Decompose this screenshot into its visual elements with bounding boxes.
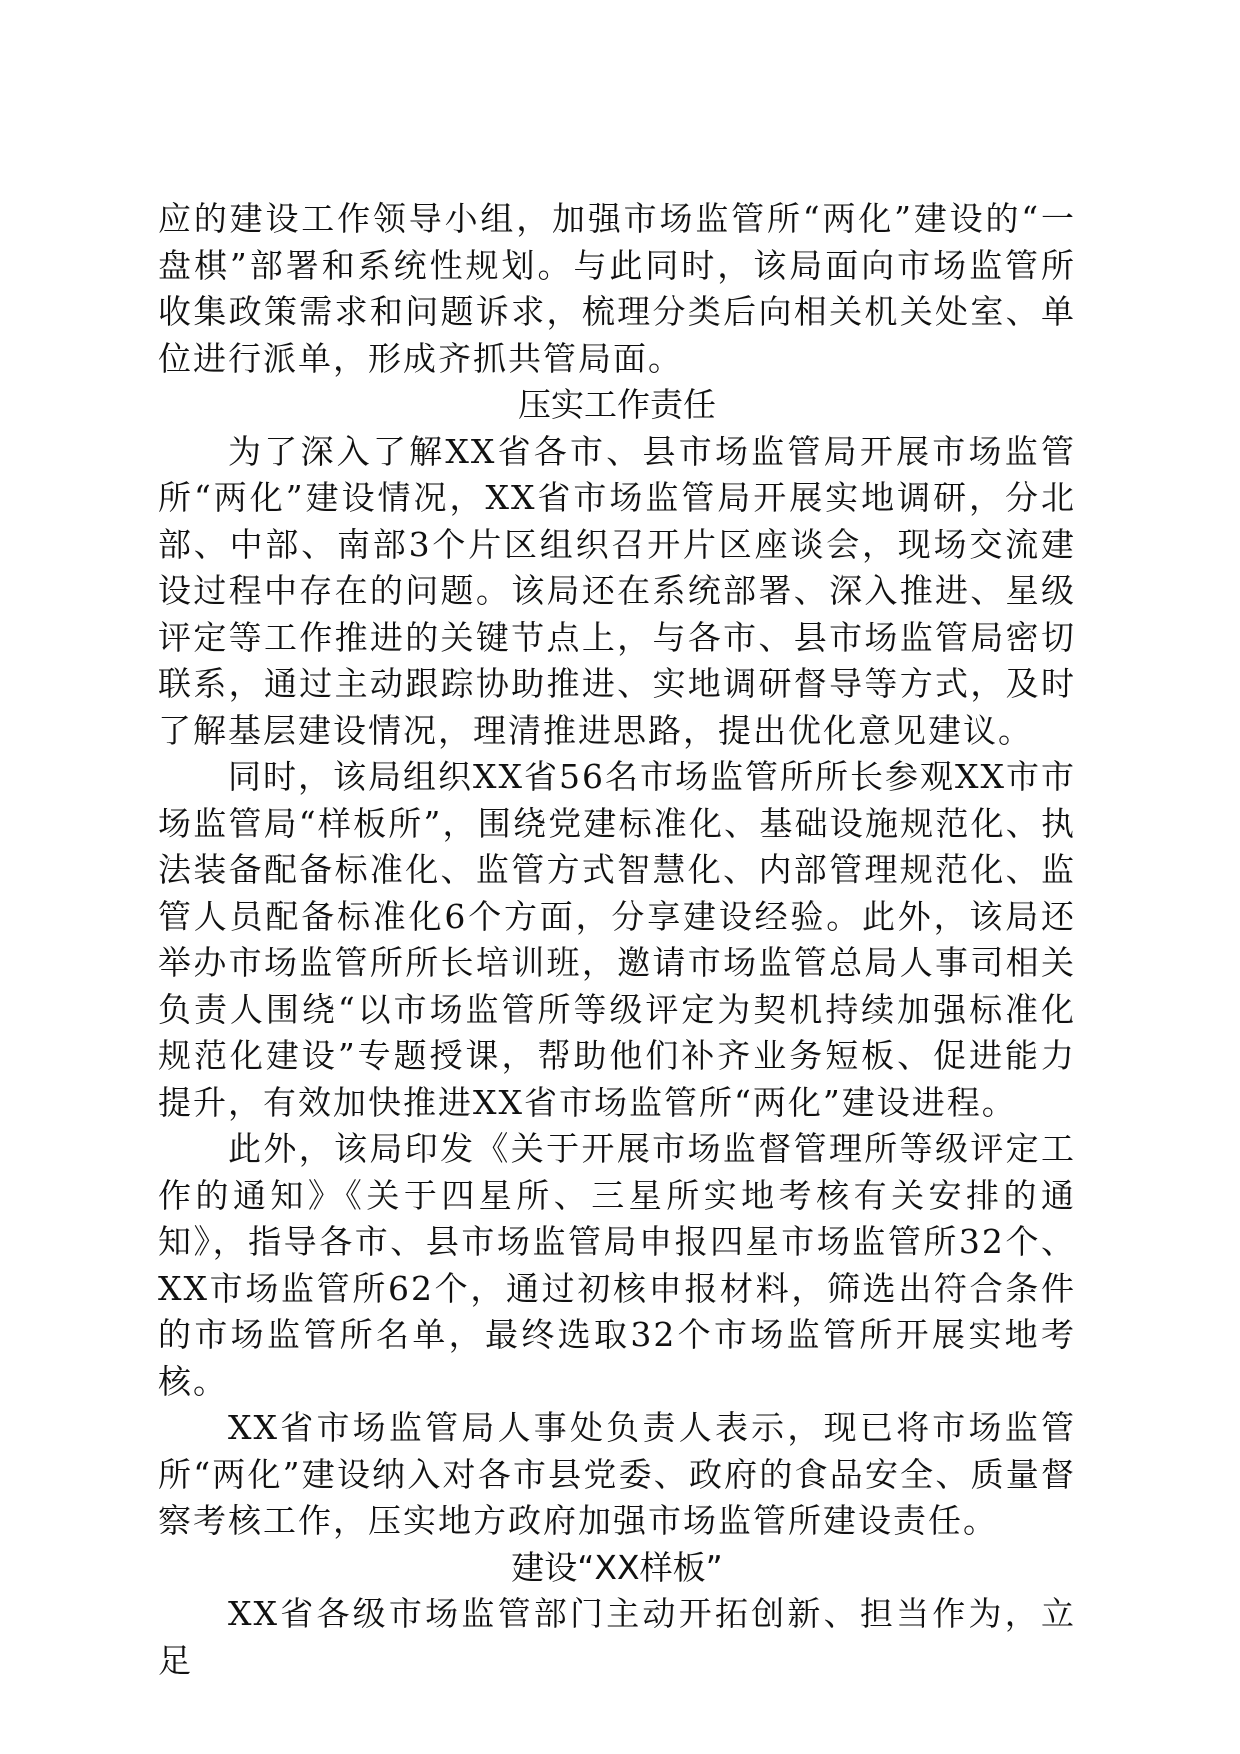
paragraph-2: 为了深入了解XX省各市、县市场监管局开展市场监管所“两化”建设情况，XX省市场监管局开展实地调研，分北部、中部、南部3个片区组织召开片区座谈会，现场交流建设过程中存在的问题。该局还在系统部署、深入推进、星级评定等工作推进的关键节点上，与各市、县市场监管局密切联系，通过主动跟踪协助推进、实地调研督导等方式，及时了解基层建设情况，理清推进思路，提出优化意见建议。 [158, 431, 1076, 750]
paragraph-1: 应的建设工作领导小组，加强市场监管所“两化”建设的“一盘棋”部署和系统性规划。与此同时，该局面向市场监管所收集政策需求和问题诉求，梳理分类后向相关机关处室、单位进行派单，形成齐抓共管局面。 [158, 199, 1076, 378]
paragraph-4: 此外，该局印发《关于开展市场监督管理所等级评定工作的通知》《关于四星所、三星所实地考核有关安排的通知》，指导各市、县市场监管局申报四星市场监管所32个、XX市场监管所62个，通过初核申报材料，筛选出符合条件的市场监管所名单，最终选取32个市场监管所开展实地考核。 [158, 1129, 1076, 1401]
document-page [158, 196, 1076, 1684]
section-heading-responsibility: 压实工作责任 [518, 385, 716, 424]
paragraph-6: XX省各级市场监管部门主动开拓创新、担当作为，立足 [158, 1594, 1076, 1680]
paragraph-5: XX省市场监管局人事处负责人表示，现已将市场监管所“两化”建设纳入对各市县党委、政府的食品安全、质量督察考核工作，压实地方政府加强市场监管所建设责任。 [158, 1408, 1076, 1540]
section-heading-model: 建设“XX样板” [511, 1547, 723, 1587]
paragraph-3: 同时，该局组织XX省56名市场监管所所长参观XX市市场监管局“样板所”，围绕党建标准化、基础设施规范化、执法装备配备标准化、监管方式智慧化、内部管理规范化、监管人员配备标准化6个方面，分享建设经验。此外，该局还举办市场监管所所长培训班，邀请市场监管总局人事司相关负责人围绕“以市场监管所等级评定为契机持续加强标准化规范化建设”专题授课，帮助他们补齐业务短板、促进能力提升，有效加快推进XX省市场监管所“两化”建设进程。 [158, 757, 1076, 1122]
